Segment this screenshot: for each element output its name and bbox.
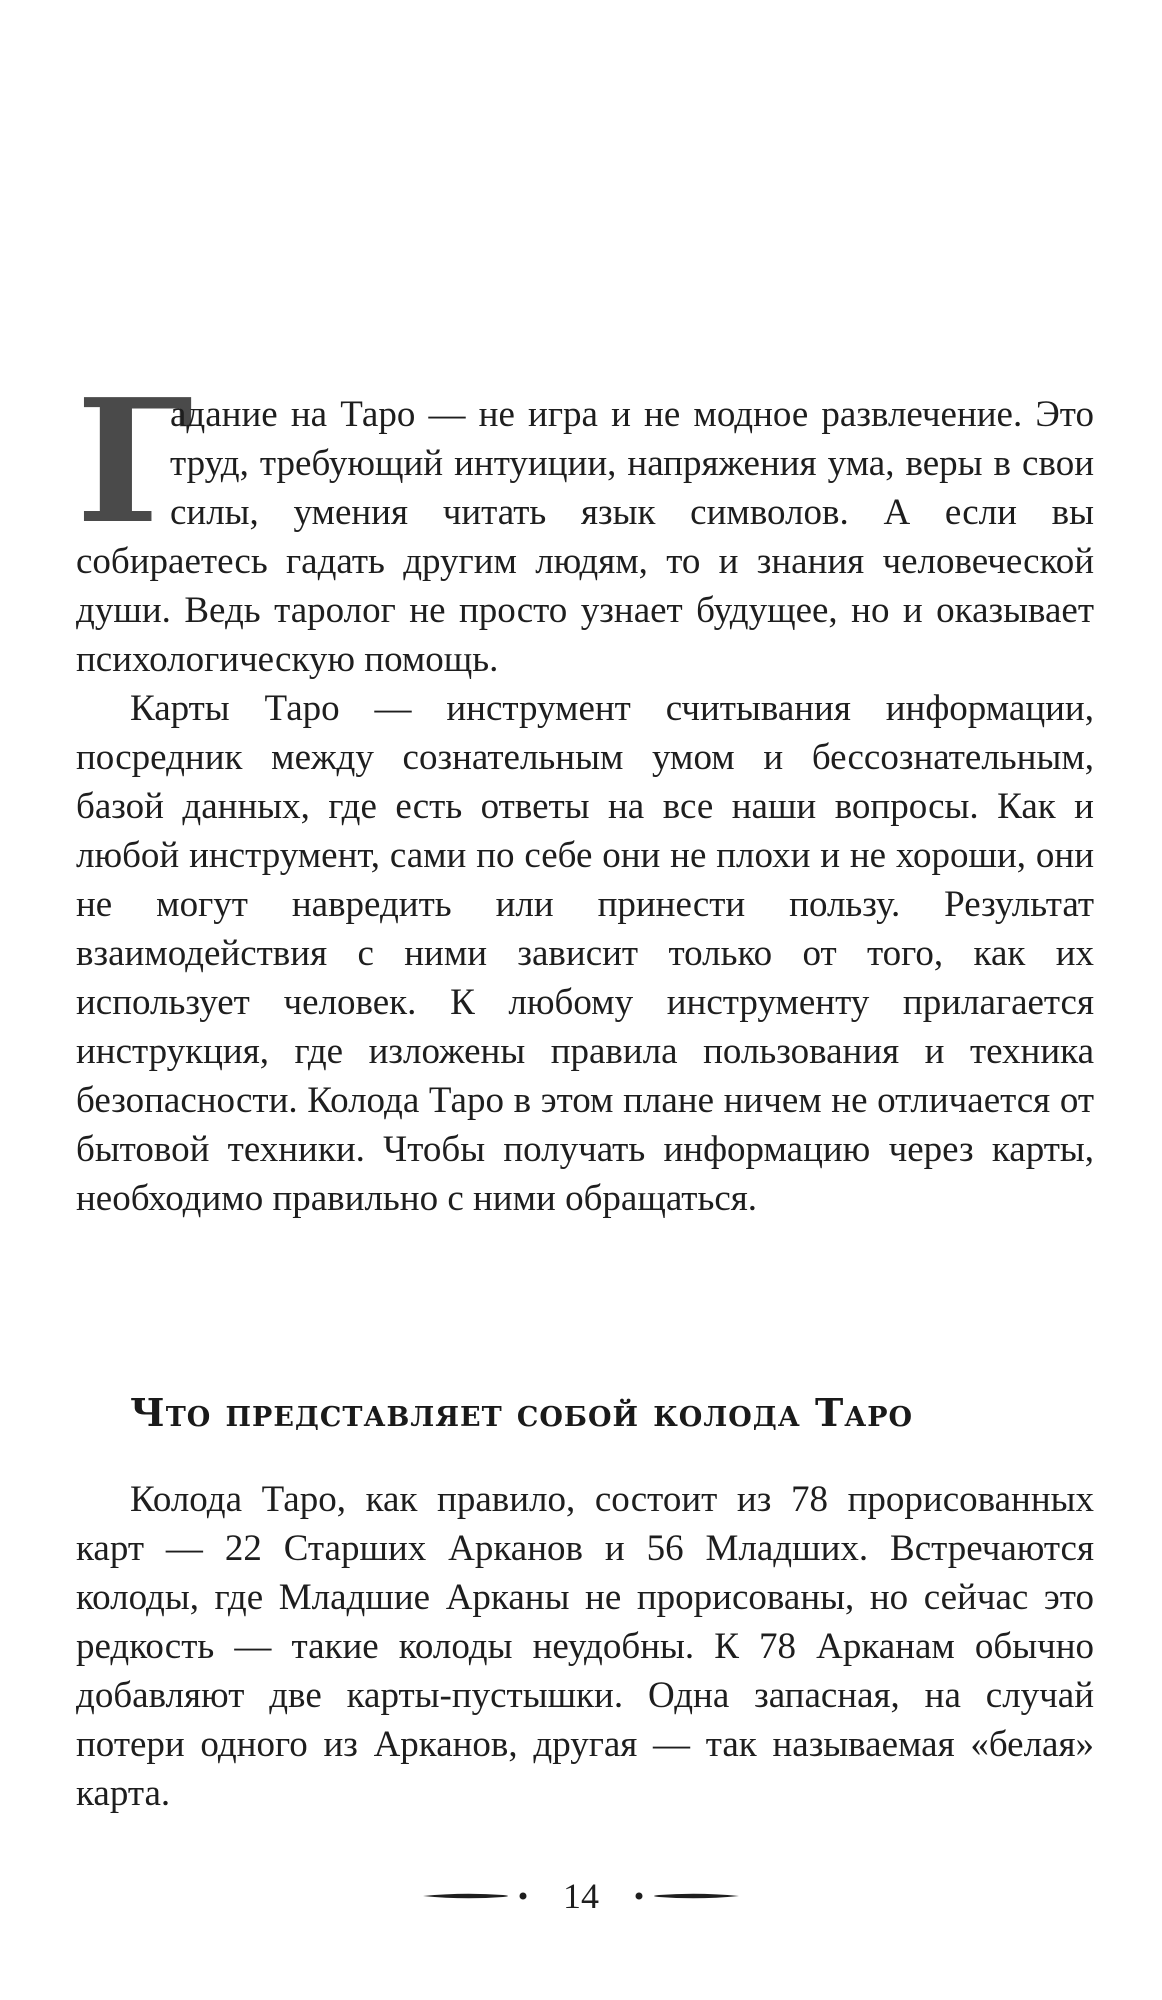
left-ornament-icon (423, 1889, 541, 1903)
page-footer (0, 1876, 1162, 1916)
page-number: 14 (563, 1876, 599, 1916)
intro-paragraph-1-text: адание на Таро — не игра и не модное развлечение. Это труд, требующий интуиции, напряжения ума, веры в свои силы, умения читать язык символов. А если вы собираетесь гадать другим людям, то и знания человеческой души. Ведь таролог не просто узнает будущее, но и оказывает психологическую помощь. (76, 394, 1094, 680)
intro-paragraph-1 (76, 362, 1094, 684)
intro-section (76, 362, 1094, 1223)
section-heading: Что представляет собой колода Таро (130, 1390, 914, 1435)
section-body (76, 1475, 1094, 1818)
drop-cap: Г (76, 362, 194, 562)
section-paragraph: Колода Таро, как правило, состоит из 78 прорисованных карт — 22 Старших Арканов и 56 Младших. Встречаются колоды, где Младшие Арканы не прорисованы, но сейчас это редкость — такие колоды неудобны. К 78 Арканам обычно добавляют две карты-пустышки. Одна запасная, на случай потери одного из Арканов, другая — так называемая «белая» карта. (76, 1479, 1094, 1814)
right-ornament-icon (621, 1889, 739, 1903)
intro-paragraph-2: Карты Таро — инструмент считывания информации, посредник между сознательным умом и бессознательным, базой данных, где есть ответы на все наши вопросы. Как и любой инструмент, сами по себе они не плохи и не хороши, они не могут навредить или принести пользу. Результат взаимодействия с ними зависит только от того, как их использует человек. К любому инструменту прилагается инструкция, где изложены правила пользования и техника безопасности. Колода Таро в этом плане ничем не отличается от бытовой техники. Чтобы получать информацию через карты, необходимо правильно с ними обращаться. (76, 688, 1094, 1219)
